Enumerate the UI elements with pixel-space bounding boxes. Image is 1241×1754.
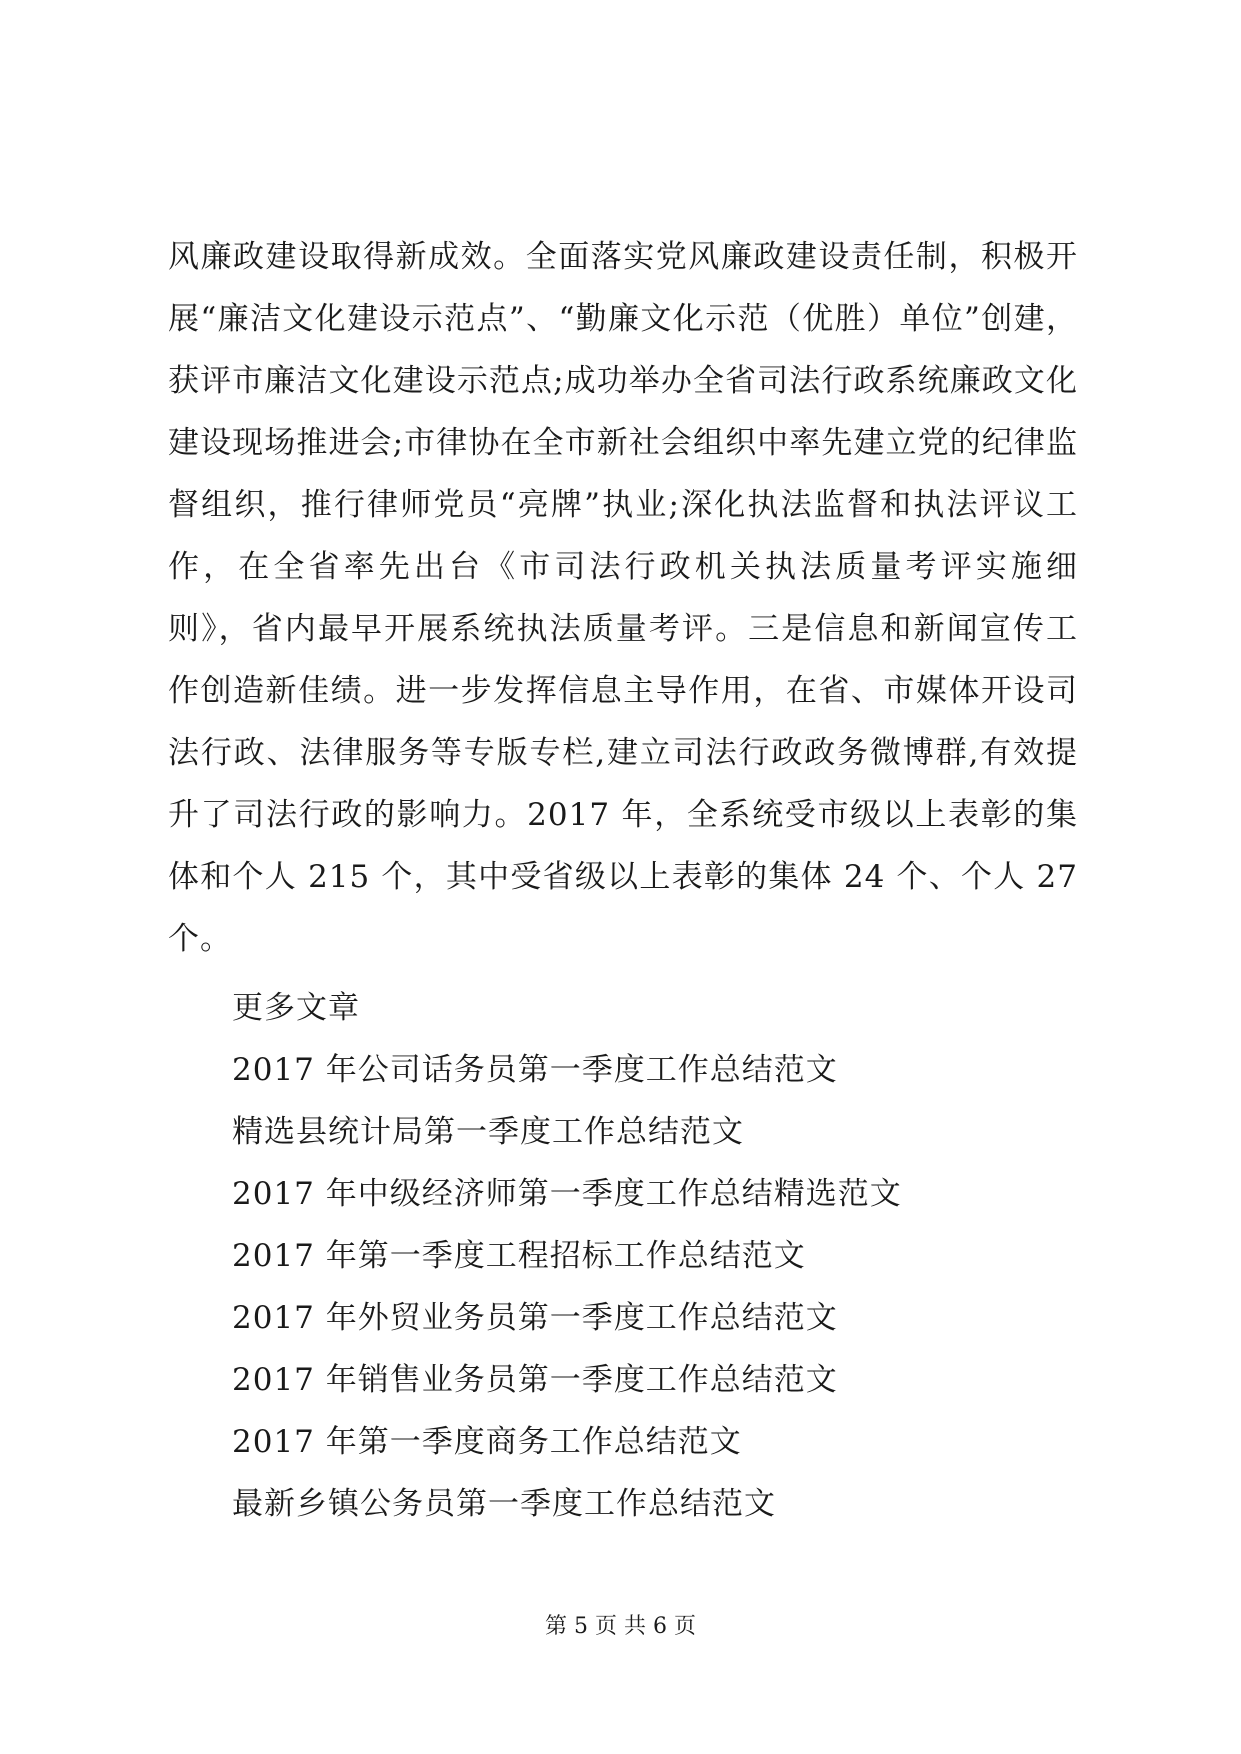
more-articles-section	[232, 977, 1072, 1535]
article-link[interactable]: 最新乡镇公务员第一季度工作总结范文	[232, 1486, 776, 1522]
article-link[interactable]: 2017 年第一季度商务工作总结范文	[232, 1424, 742, 1460]
article-link[interactable]: 2017 年销售业务员第一季度工作总结范文	[232, 1362, 838, 1398]
article-link[interactable]: 2017 年第一季度工程招标工作总结范文	[232, 1238, 806, 1274]
article-link[interactable]: 2017 年公司话务员第一季度工作总结范文	[232, 1052, 838, 1088]
page-footer: 第 5 页 共 6 页	[545, 1614, 696, 1639]
article-list	[232, 1039, 1072, 1535]
article-link[interactable]: 2017 年中级经济师第一季度工作总结精选范文	[232, 1176, 902, 1212]
body-paragraph: 风廉政建设取得新成效。全面落实党风廉政建设责任制，积极开展“廉洁文化建设示范点”、“勤廉文化示范（优胜）单位”创建，获评市廉洁文化建设示范点;成功举办全省司法行政系统廉政文化建设现场推进会;市律协在全市新社会组织中率先建立党的纪律监督组织，推行律师党员“亮牌”执业;深化执法监督和执法评议工作，在全省率先出台《市司法行政机关执法质量考评实施细则》，省内最早开展系统执法质量考评。三是信息和新闻宣传工作创造新佳绩。进一步发挥信息主导作用，在省、市媒体开设司法行政、法律服务等专版专栏,建立司法行政政务微博群,有效提升了司法行政的影响力。2017 年，全系统受市级以上表彰的集体和个人 215 个，其中受省级以上表彰的集体 24 个、个人 27 个。	[168, 239, 1078, 957]
article-link[interactable]: 2017 年外贸业务员第一季度工作总结范文	[232, 1300, 838, 1336]
more-articles-heading: 更多文章	[232, 990, 360, 1026]
article-link[interactable]: 精选县统计局第一季度工作总结范文	[232, 1114, 744, 1150]
